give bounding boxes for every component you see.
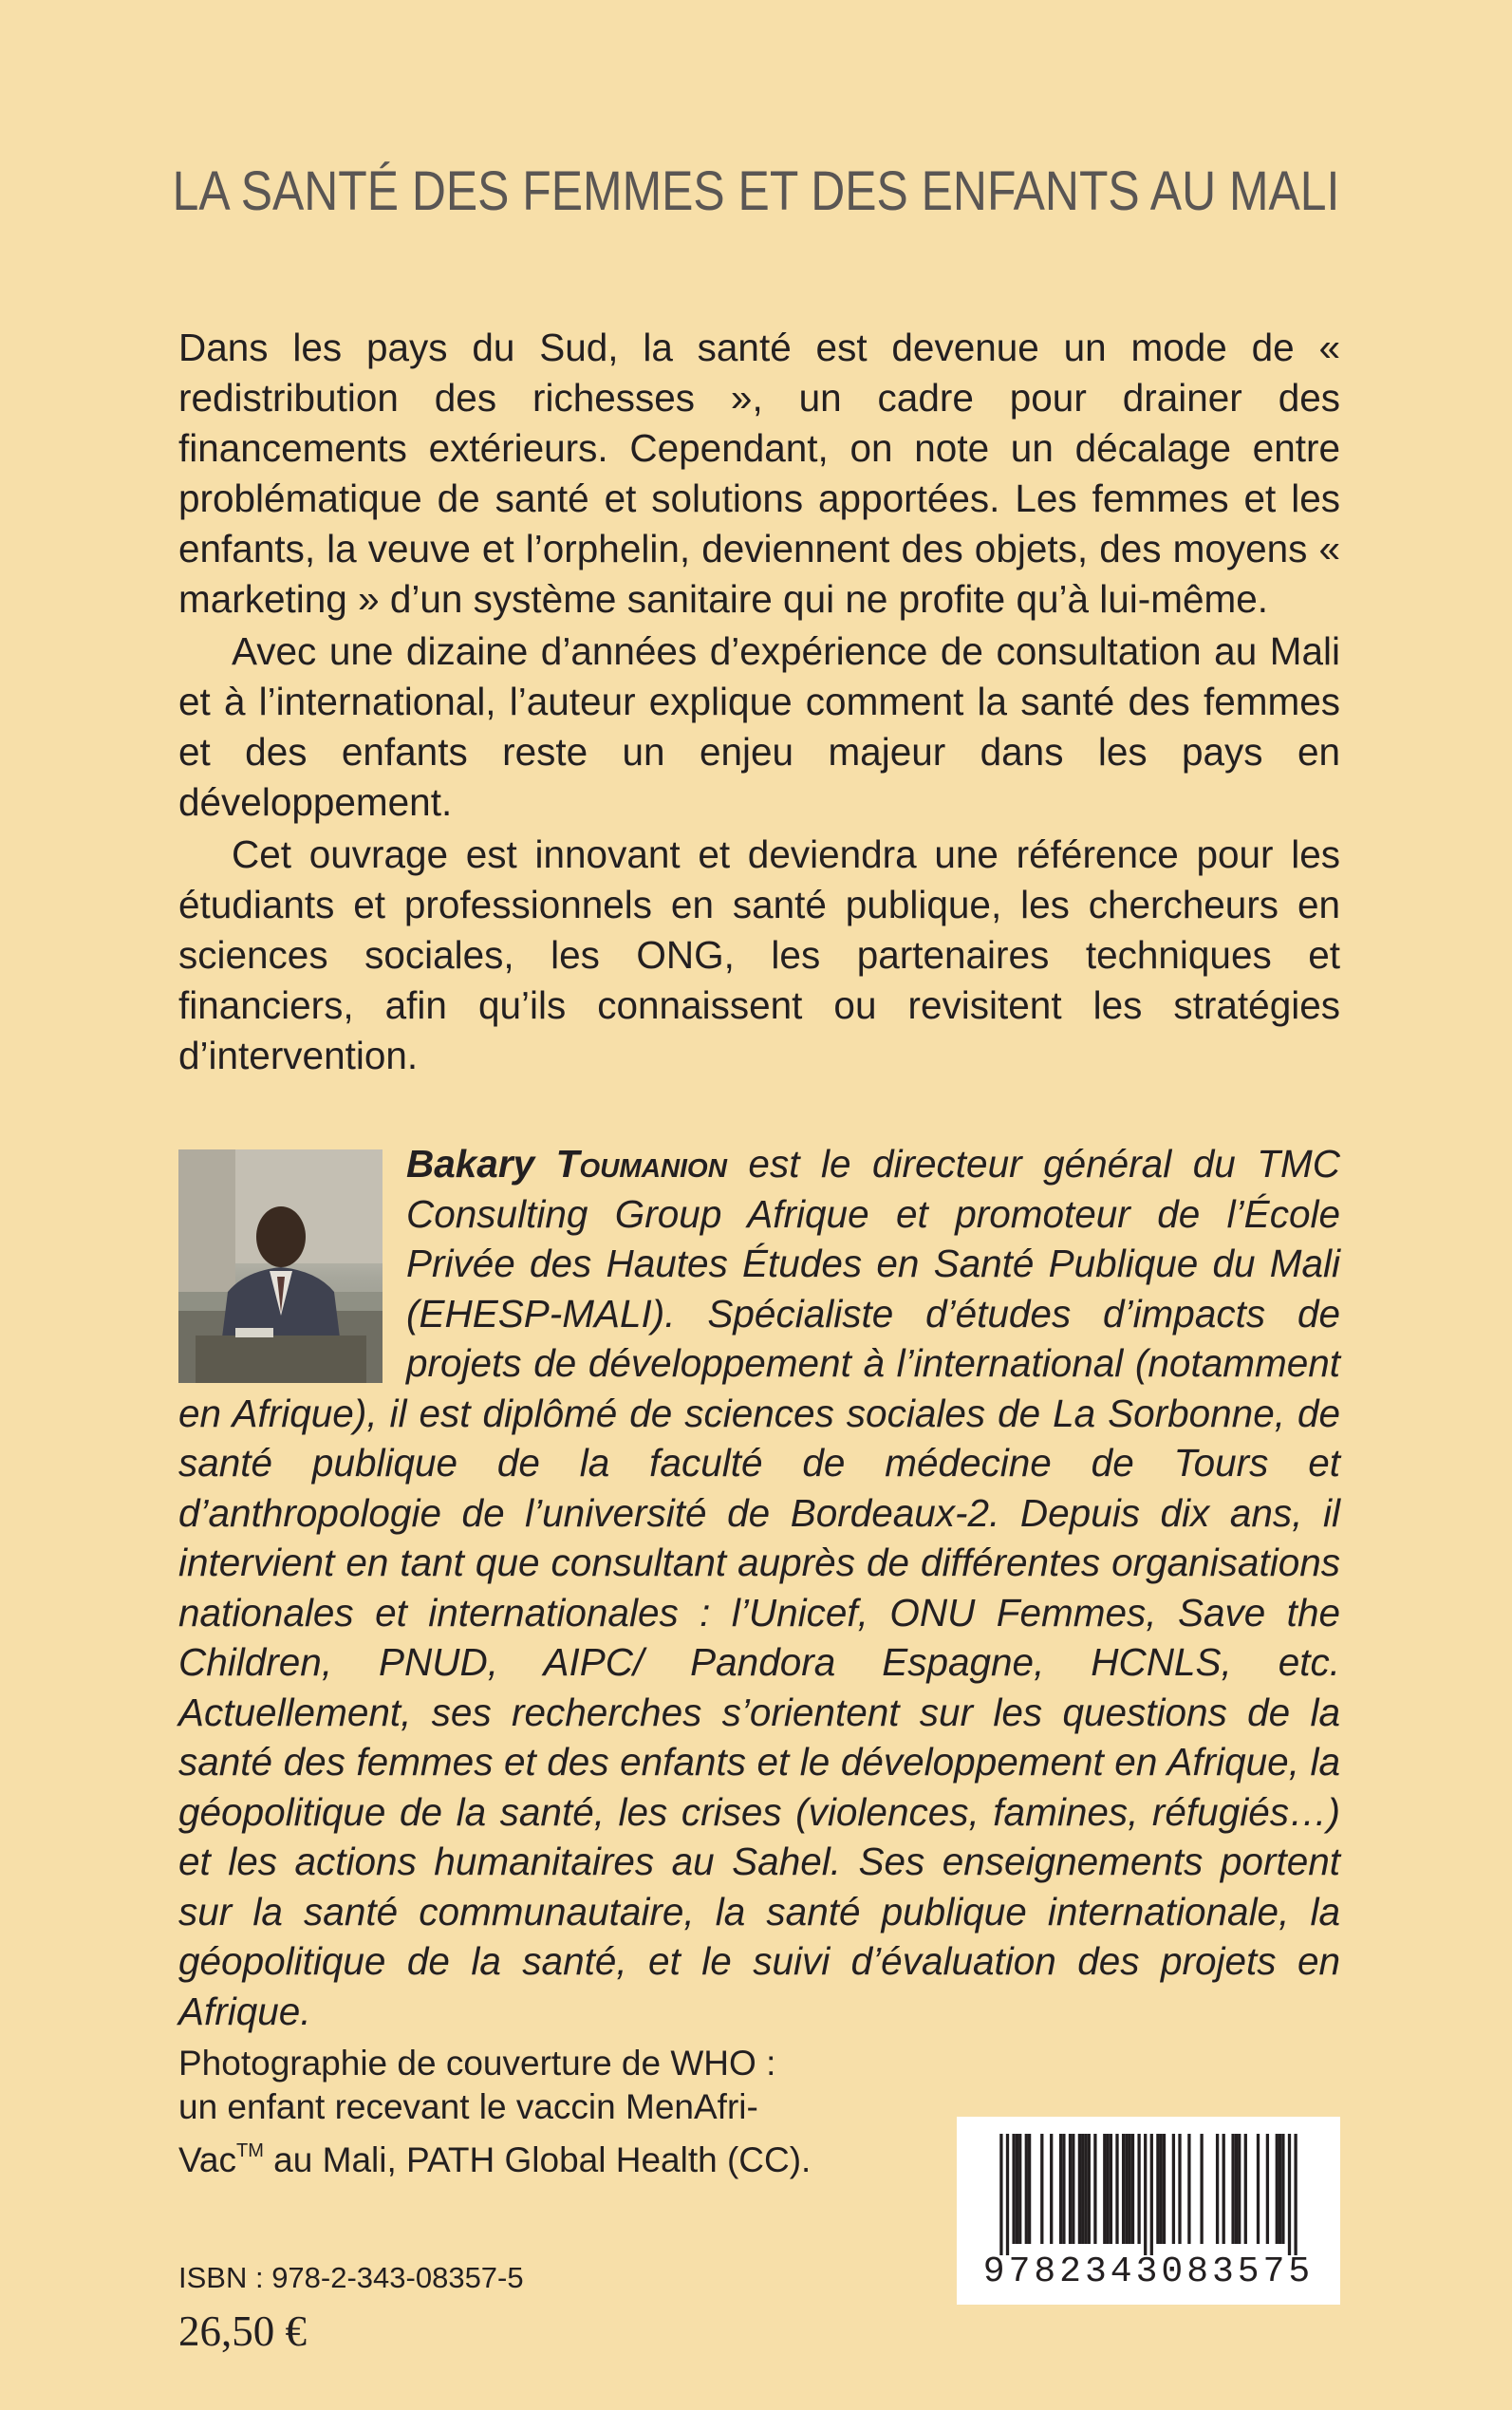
barcode-bar bbox=[1028, 2134, 1031, 2244]
barcode-bar bbox=[1084, 2134, 1087, 2244]
barcode-bar bbox=[1040, 2134, 1043, 2244]
barcode-bar bbox=[1200, 2134, 1203, 2244]
book-title: LA SANTÉ DES FEMMES ET DES ENFANTS AU MALI bbox=[172, 160, 1340, 222]
barcode-bar bbox=[1281, 2134, 1284, 2244]
barcode-bar bbox=[1129, 2134, 1131, 2244]
barcode-bar bbox=[1163, 2134, 1166, 2244]
synopsis-paragraph: Avec une dizaine d’années d’expérience de consultation au Mali et à l’international, l’auteur explique comment la santé des femmes et des enfants reste un enjeu majeur dans les pays en développement. bbox=[178, 629, 1340, 824]
barcode-bar bbox=[1144, 2134, 1147, 2255]
barcode-bar bbox=[1279, 2134, 1281, 2244]
price: 26,50 € bbox=[178, 2307, 307, 2355]
barcode-bar bbox=[1078, 2134, 1081, 2244]
barcode-bar bbox=[1156, 2134, 1159, 2244]
barcode-bars bbox=[957, 2117, 1340, 2259]
barcode-bar bbox=[1131, 2134, 1134, 2244]
barcode-bar bbox=[1172, 2134, 1175, 2244]
barcode-bar bbox=[1050, 2134, 1053, 2244]
barcode-bar bbox=[1244, 2134, 1247, 2244]
barcode-bar bbox=[1103, 2134, 1106, 2244]
barcode-bar bbox=[1122, 2134, 1125, 2244]
barcode-bar bbox=[1160, 2134, 1163, 2244]
barcode-bar bbox=[1137, 2134, 1140, 2244]
synopsis-paragraph: Dans les pays du Sud, la santé est devenue un mode de « redistribution des richesses », un cadre pour drainer des financements extérieurs. Cependant, on note un décalage entre problématique de santé et solutions apportées. Les femmes et les enfants, la veuve et l’orphelin, deviennent des objets, des moyens « marketing » d’un système sanitaire qui ne profite qu’à lui-même. bbox=[178, 326, 1340, 621]
barcode-bar bbox=[1088, 2134, 1091, 2244]
barcode-bar bbox=[1093, 2134, 1096, 2244]
author-name: Bakary Toumanion bbox=[406, 1142, 727, 1186]
barcode-bar bbox=[1081, 2134, 1084, 2244]
barcode-bar bbox=[1235, 2134, 1238, 2244]
barcode-bar bbox=[1216, 2134, 1219, 2244]
barcode-bar bbox=[1276, 2134, 1279, 2244]
barcode-bar bbox=[1106, 2134, 1109, 2244]
barcode-bar bbox=[1018, 2134, 1021, 2244]
barcode-bar bbox=[1187, 2134, 1190, 2244]
barcode bbox=[957, 2117, 1340, 2305]
author-bio bbox=[178, 1139, 1340, 2036]
barcode-bar bbox=[1266, 2134, 1269, 2244]
barcode-bar bbox=[1006, 2134, 1009, 2255]
barcode-bar bbox=[1294, 2134, 1297, 2255]
barcode-bar bbox=[1025, 2134, 1028, 2244]
barcode-bar bbox=[1178, 2134, 1181, 2244]
barcode-bar bbox=[1150, 2134, 1153, 2255]
barcode-digits: 9782343083575 bbox=[982, 2251, 1315, 2292]
barcode-bar bbox=[1288, 2134, 1291, 2255]
barcode-bar bbox=[1059, 2134, 1062, 2244]
barcode-bar bbox=[1012, 2134, 1015, 2244]
barcode-bar bbox=[1072, 2134, 1074, 2244]
barcode-bar bbox=[1125, 2134, 1128, 2244]
author-bio-text: est le directeur général du TMC Consulting Group Afrique et promoteur de l’École Privée des Hautes Études en Santé Publique du Mali (EHESP-MALI). Spécialiste d’études d’impacts de projets de développement à l’international (notamment en Afrique), il est diplômé de sciences sociales de La Sorbonne, de santé publique de la faculté de médecine de Tours et d’anthropologie de l’université de Bordeaux-2. Depuis dix ans, il intervient en tant que consultant auprès de différentes organisations nationales et internationales : l’Unicef, ONU Femmes, Save the Children, PNUD, AIPC/ Pandora Espagne, HCNLS, etc. Actuellement, ses recherches s’orientent sur les questions de la santé des femmes et des enfants et le développement en Afrique, la géopolitique de la santé, les crises (violences, famines, réfugiés…) et les actions humanitaires au Sahel. Ses enseignements portent sur la santé communautaire, la santé publique internationale, la géopolitique de la santé, et le suivi d’évaluation des projets en Afrique. bbox=[178, 1142, 1340, 2033]
barcode-bar bbox=[1223, 2134, 1225, 2244]
barcode-bar bbox=[1115, 2134, 1118, 2244]
barcode-bar bbox=[1257, 2134, 1260, 2244]
synopsis-paragraph: Cet ouvrage est innovant et deviendra une référence pour les étudiants et professionnels en santé publique, les chercheurs en sciences sociales, les ONG, les partenaires techniques et financiers, afin qu’ils connaissent ou revisitent les stratégies d’intervention. bbox=[178, 832, 1340, 1077]
barcode-bar bbox=[1110, 2134, 1112, 2244]
isbn: ISBN : 978-2-343-08357-5 bbox=[178, 2261, 524, 2294]
cover-photo-credit: Photographie de couverture de WHO : un enfant recevant le vaccin MenAfri- Vac™ au Mali, PATH Global Health (CC). bbox=[178, 2044, 812, 2179]
barcode-bar bbox=[1016, 2134, 1018, 2244]
barcode-bar bbox=[999, 2134, 1002, 2255]
synopsis bbox=[178, 323, 1340, 1083]
barcode-bar bbox=[1062, 2134, 1065, 2244]
barcode-bar bbox=[1231, 2134, 1234, 2244]
barcode-bar bbox=[1238, 2134, 1241, 2244]
barcode-bar bbox=[1069, 2134, 1072, 2244]
